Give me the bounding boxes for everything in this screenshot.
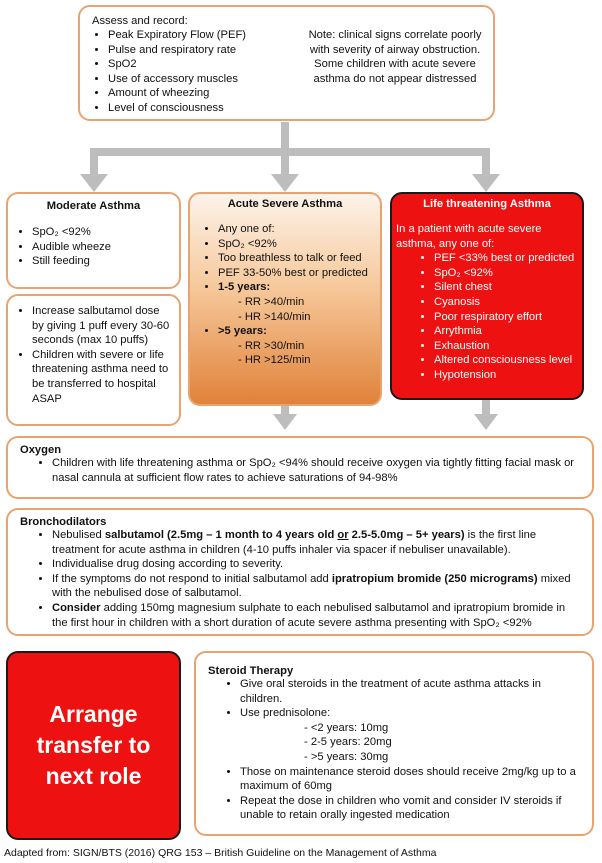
steroid-box — [194, 651, 594, 836]
arrow-stem-top — [281, 122, 289, 152]
list-item: • SpO₂ <92% — [32, 225, 179, 240]
footer-source: Adapted from: SIGN/BTS (2016) QRG 153 – British Guideline on the Management of Asthma — [4, 847, 437, 859]
list-item: • Pulse and respiratory rate — [108, 43, 318, 58]
transfer-box — [6, 651, 181, 840]
list-item: - RR >40/min — [238, 295, 305, 308]
list-item: • Silent chest — [434, 280, 578, 295]
arrow-head-left — [80, 174, 108, 192]
severe-list — [202, 222, 372, 368]
oxygen-box — [6, 436, 594, 499]
arrow-stem-right — [482, 148, 490, 176]
life-intro: In a patient with acute severe asthma, any one of: — [396, 223, 542, 250]
steroid-list — [224, 677, 582, 823]
list-item: • Cyanosis — [434, 295, 578, 310]
list-item: • Those on maintenance steroid doses should receive 2mg/kg up to a maximum of 60mg — [240, 765, 582, 794]
moderate-actions-box — [6, 294, 181, 426]
list-item: • Individualise drug dosing according to severity. — [52, 557, 582, 572]
moderate-actions-list — [16, 304, 171, 406]
arrow-stem-life — [482, 400, 490, 414]
list-item: • Poor respiratory effort — [434, 310, 578, 325]
bronchodilators-title: Bronchodilators — [20, 516, 107, 528]
severe-title: Acute Severe Asthma — [227, 198, 343, 210]
list-item: • Any one of: — [218, 222, 372, 237]
oxygen-list — [36, 456, 582, 485]
list-item: • Children with life threatening asthma or SpO₂ <94% should receive oxygen via tightly fitting facial mask or nasal cannula at sufficient flow rates to achieve saturations of 94-98% — [52, 456, 582, 485]
list-item: • Altered consciousness level — [434, 353, 578, 368]
bronchodilators-box — [6, 508, 594, 636]
assess-box — [78, 5, 495, 121]
list-item — [218, 324, 372, 368]
list-item: • Exhaustion — [434, 339, 578, 354]
list-item: • SpO₂ <92% — [434, 266, 578, 281]
list-item: • Audible wheeze — [32, 240, 179, 255]
bronchodilators-list — [36, 528, 582, 630]
life-box — [390, 192, 584, 400]
list-item: • Level of consciousness — [108, 101, 318, 116]
list-item: - HR >125/min — [238, 354, 311, 367]
severe-box — [188, 192, 382, 406]
arrow-head-severe — [273, 414, 297, 430]
moderate-list — [16, 225, 179, 269]
list-item: • Increase salbutamol dose by giving 1 puff every 30-60 seconds (max 10 puffs) — [32, 304, 171, 348]
arrow-bar — [90, 148, 490, 156]
list-item: - <2 years: 10mg — [304, 721, 389, 734]
age-group-2: >5 years: — [218, 325, 267, 338]
list-item: • Use prednisolone: - <2 years: 10mg - 2-5 years: 20mg - >5 years: 30mg — [240, 706, 582, 764]
list-item: - 2-5 years: 20mg — [304, 736, 392, 749]
list-item: • Children with severe or life threatening asthma need to be transferred to hospital ASAP — [32, 348, 171, 406]
list-item: • Consider adding 150mg magnesium sulphate to each nebulised salbutamol and ipratropium bromide in the first hour in children with a short duration of acute severe asthma presenting with SpO₂ <92% — [52, 601, 582, 630]
life-title: Life threatening Asthma — [423, 198, 551, 210]
list-item: • Repeat the dose in children who vomit and consider IV steroids if unable to retain orally ingested medication — [240, 794, 582, 823]
assess-heading: Assess and record: — [92, 15, 188, 27]
oxygen-title: Oxygen — [20, 444, 62, 456]
list-item: • If the symptoms do not respond to initial salbutamol add ipratropium bromide (250 micrograms) mixed with the nebulised dose of salbutamol. — [52, 572, 582, 601]
arrow-head-life — [474, 414, 498, 430]
list-item: • PEF 33-50% best or predicted — [218, 266, 372, 281]
list-item: • Give oral steroids in the treatment of acute asthma attacks in children. — [240, 677, 582, 706]
list-item: • Hypotension — [434, 368, 578, 383]
arrow-stem-mid — [281, 148, 289, 176]
list-item: • SpO2 — [108, 57, 318, 72]
transfer-text: Arrange transfer to next role — [36, 701, 151, 789]
list-item: • Peak Expiratory Flow (PEF) — [108, 28, 318, 43]
arrow-head-right — [472, 174, 500, 192]
list-item: • Too breathless to talk or feed — [218, 251, 372, 266]
arrow-stem-left — [90, 148, 98, 176]
list-item: • PEF <33% best or predicted — [434, 251, 578, 266]
list-item: - RR >30/min — [238, 339, 305, 352]
list-item — [218, 280, 372, 324]
list-item: • Nebulised salbutamol (2.5mg – 1 month to 4 years old or 2.5-5.0mg – 5+ years) is the first line treatment for acute asthma in children (4-10 puffs inhaler via spacer if nebuliser unavailable). — [52, 528, 582, 557]
age-group-1: 1-5 years: — [218, 281, 271, 294]
moderate-title: Moderate Asthma — [46, 200, 141, 212]
list-item: - >5 years: 30mg — [304, 750, 389, 763]
list-item: - HR >140/min — [238, 310, 311, 323]
assess-list — [92, 28, 318, 116]
life-list — [418, 251, 578, 382]
assess-note: Note: clinical signs correlate poorly with severity of airway obstruction. Some children with acute severe asthma do not appear distressed — [308, 29, 482, 85]
arrow-head-mid — [271, 174, 299, 192]
list-item: • Arrythmia — [434, 324, 578, 339]
list-item: • Use of accessory muscles — [108, 72, 318, 87]
list-item: • Still feeding — [32, 254, 179, 269]
steroid-title: Steroid Therapy — [208, 665, 294, 677]
list-item: • Amount of wheezing — [108, 86, 318, 101]
list-item: • SpO₂ <92% — [218, 237, 372, 252]
moderate-box — [6, 192, 181, 289]
